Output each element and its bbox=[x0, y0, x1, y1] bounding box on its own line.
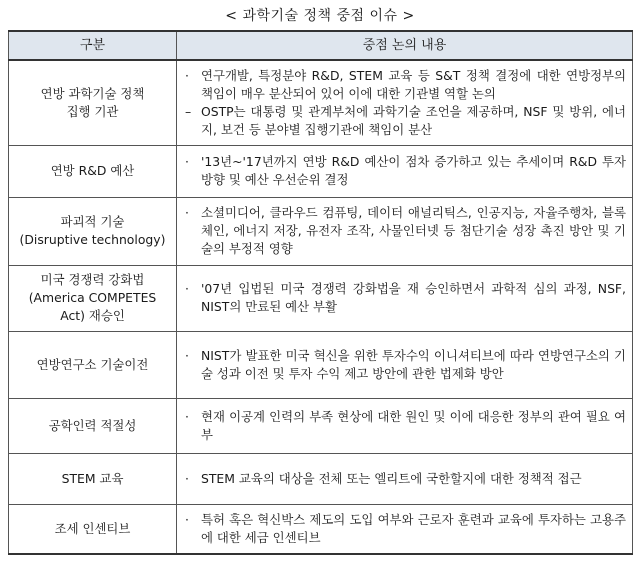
bullet-marker: · bbox=[185, 281, 189, 296]
row-content bbox=[177, 145, 633, 197]
table-row bbox=[9, 145, 633, 197]
item-text: 소셜미디어, 클라우드 컴퓨팅, 데이터 애널리틱스, 인공지능, 자율주행차, 블록체인, 에너지 저장, 유전자 조작, 사물인터넷 등 첨단기술 성장 촉진 방안 및 기술의 부정적 영향 bbox=[201, 205, 626, 256]
content-item bbox=[185, 347, 626, 383]
category-line: 조세 인센티브 bbox=[54, 520, 131, 536]
bullet-marker: · bbox=[185, 470, 189, 486]
content-item bbox=[185, 470, 626, 488]
item-text: NIST가 발표한 미국 혁신을 위한 투자수익 이니셔티브에 따라 연방연구소의 기술 성과 이전 및 투자 수익 제고 방안에 관한 법제화 방안 bbox=[201, 347, 626, 381]
item-text: OSTP는 대통령 및 관계부처에 과학기술 조언을 제공하며, NSF 및 방위, 에너지, 보건 등 분야별 집행기관에 책임이 분산 bbox=[201, 103, 626, 137]
item-text: '13년~'17년까지 연방 R&D 예산이 점차 증가하고 있는 추세이며 R&D 투자 방향 및 예산 우선순위 결정 bbox=[201, 154, 626, 187]
row-content bbox=[177, 331, 633, 398]
content-item bbox=[185, 204, 626, 258]
table-row bbox=[9, 60, 633, 145]
bullet-marker: · bbox=[185, 511, 189, 527]
content-item bbox=[185, 511, 626, 547]
bullet-marker: · bbox=[185, 347, 189, 363]
category-line: 연방 과학기술 정책 bbox=[40, 85, 145, 101]
bullet-marker: · bbox=[185, 154, 189, 169]
category-line: 집행 기관 bbox=[66, 103, 119, 119]
table-row bbox=[9, 504, 633, 554]
content-item bbox=[185, 67, 626, 103]
category-line: 연방연구소 기술이전 bbox=[36, 356, 149, 372]
table-row bbox=[9, 453, 633, 504]
table-row bbox=[9, 398, 633, 453]
category-line: Act) 재승인 bbox=[60, 308, 125, 323]
content-item bbox=[185, 280, 626, 316]
row-content bbox=[177, 398, 633, 453]
row-category bbox=[9, 504, 177, 554]
row-category bbox=[9, 197, 177, 265]
row-category bbox=[9, 265, 177, 331]
row-category bbox=[9, 145, 177, 197]
item-text: '07년 입법된 미국 경쟁력 강화법을 재 승인하면서 과학적 심의 과정, NSF, NIST의 만료된 예산 부활 bbox=[201, 281, 626, 314]
category-line: 연방 R&D 예산 bbox=[50, 163, 135, 178]
content-item bbox=[185, 153, 626, 189]
item-text: 특허 혹은 혁신박스 제도의 도입 여부와 근로자 훈련과 교육에 투자하는 고용주에 대한 세금 인센티브 bbox=[201, 511, 626, 545]
bullet-marker: · bbox=[185, 205, 189, 220]
bullet-marker: · bbox=[185, 67, 189, 83]
row-content bbox=[177, 265, 633, 331]
category-line: 공학인력 적절성 bbox=[48, 417, 137, 433]
header-content: 중점 논의 내용 bbox=[177, 31, 633, 60]
category-line: (America COMPETES bbox=[28, 290, 157, 305]
row-category bbox=[9, 60, 177, 145]
category-line: STEM 교육 bbox=[61, 470, 124, 486]
row-category bbox=[9, 398, 177, 453]
item-text: 연구개발, 특정분야 R&D, STEM 교육 등 S&T 정책 결정에 대한 연방정부의 책임이 매우 분산되어 있어 이에 대한 기관별 역할 논의 bbox=[201, 67, 626, 101]
table-body bbox=[9, 60, 633, 554]
item-text: STEM 교육의 대상을 전체 또는 엘리트에 국한할지에 대한 정책적 접근 bbox=[201, 470, 582, 486]
policy-issues-table bbox=[8, 30, 633, 555]
row-content bbox=[177, 453, 633, 504]
row-category bbox=[9, 331, 177, 398]
table-row bbox=[9, 331, 633, 398]
category-line: 파괴적 기술 bbox=[60, 214, 125, 229]
table-row bbox=[9, 265, 633, 331]
table-row bbox=[9, 197, 633, 265]
row-content bbox=[177, 60, 633, 145]
bullet-marker: · bbox=[185, 408, 189, 424]
content-item bbox=[185, 103, 626, 139]
category-line: (Disruptive technology) bbox=[19, 232, 166, 247]
header-category: 구분 bbox=[9, 31, 177, 60]
row-content bbox=[177, 504, 633, 554]
item-text: 현재 이공계 인력의 부족 현상에 대한 원인 및 이에 대응한 정부의 관여 필요 여부 bbox=[201, 408, 626, 442]
content-item bbox=[185, 408, 626, 444]
category-line: 미국 경쟁력 강화법 bbox=[40, 272, 145, 287]
table-header-row bbox=[9, 31, 633, 60]
document-title: < 과학기술 정책 중점 이슈 > bbox=[225, 8, 415, 24]
bullet-marker: – bbox=[185, 103, 192, 119]
row-content bbox=[177, 197, 633, 265]
row-category bbox=[9, 453, 177, 504]
